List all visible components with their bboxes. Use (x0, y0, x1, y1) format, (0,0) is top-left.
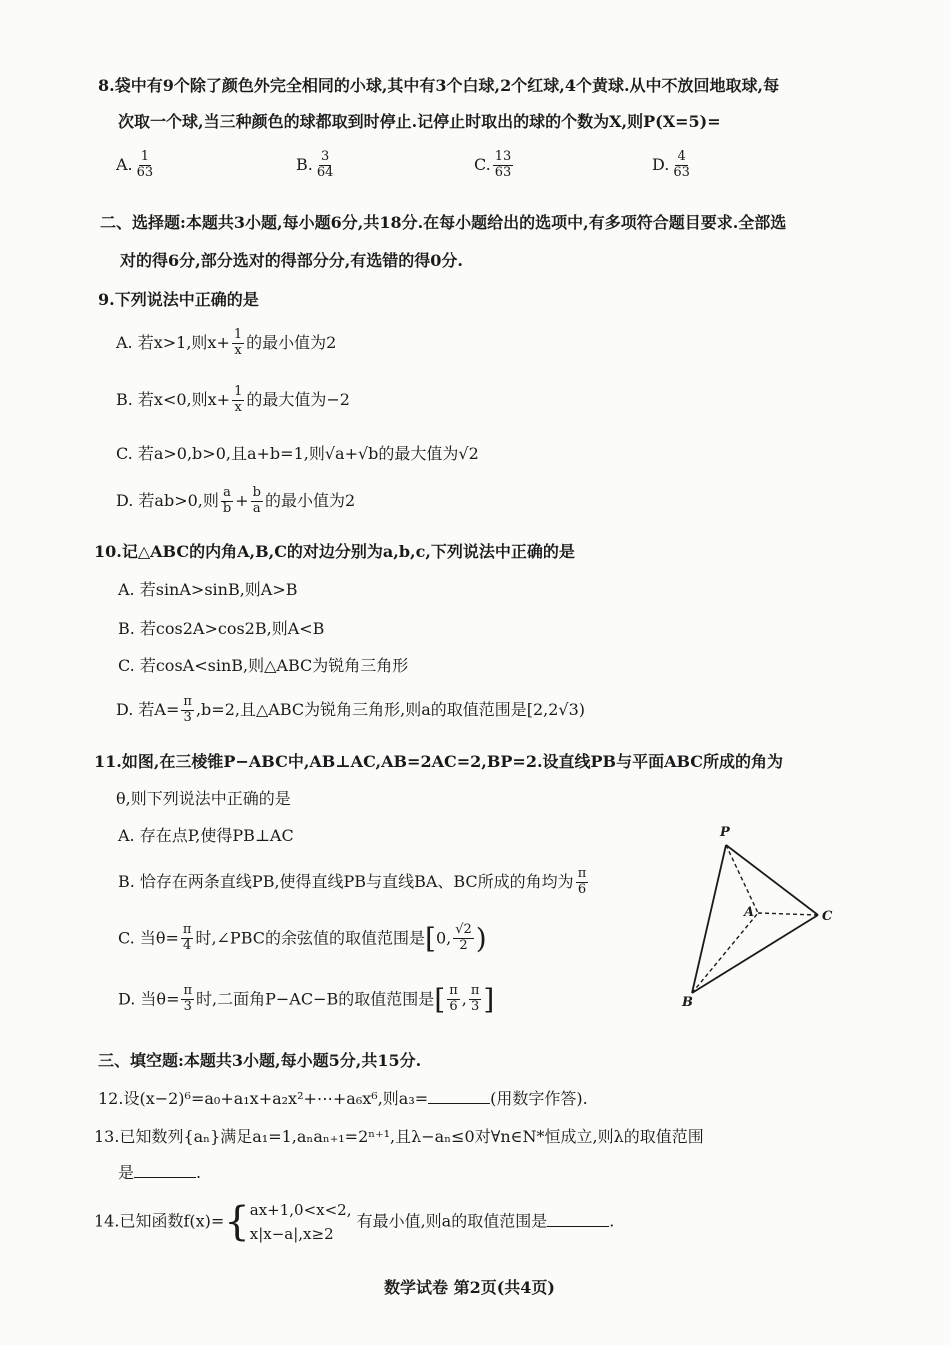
label-a: A (744, 905, 755, 920)
section2-heading-line2: 对的得6分,部分选对的得部分分,有选错的得0分. (120, 251, 463, 270)
q13-line1: 13.已知数列{aₙ}满足a₁=1,aₙaₙ₊₁=2ⁿ⁺¹,且λ−aₙ≤0对∀n∈N*恒成立,则λ的取值范围 (94, 1127, 704, 1146)
q8-option-d: D. $\frac{4}{63}$ (652, 149, 690, 180)
q8-option-c: C. $\frac{13}{63}$ (474, 149, 512, 180)
edge-bc (692, 915, 818, 993)
q8-option-a: A. $\frac{1}{63}$ (116, 149, 154, 180)
q9-stem: 9.下列说法中正确的是 (98, 290, 259, 309)
q10-stem: 10.记△ABC的内角A,B,C的对边分别为a,b,c,下列说法中正确的是 (94, 542, 575, 561)
q8-option-b: B. $\frac{3}{64}$ (296, 149, 334, 180)
edge-ac (758, 913, 818, 915)
q12-answer-blank (428, 1089, 490, 1104)
q10-option-a: A. 若sinA>sinB,则A>B (118, 580, 298, 599)
q9-option-a: A. 若x>1,则x+ $\frac{1}{x}$ 的最小值为2 (116, 327, 337, 358)
q9-option-d: D. 若ab>0,则 $\frac{a}{b}$ + $\frac{b}{a}$ 的最小值为2 (116, 485, 356, 516)
q11-option-a: A. 存在点P,使得PB⊥AC (118, 826, 294, 845)
edge-pa (726, 845, 758, 913)
section2-heading: 二、选择题:本题共3小题,每小题6分,共18分.在每小题给出的选项中,有多项符合题目要求.全部选 (100, 213, 787, 232)
q12: 12.设(x−2)⁶=a₀+a₁x+a₂x²+⋯+a₆x⁶,则a₃= (用数字作答). (98, 1089, 588, 1108)
q10-option-b: B. 若cos2A>cos2B,则A<B (118, 619, 325, 638)
q11-line1: 11.如图,在三棱锥P−ABC中,AB⊥AC,AB=2AC=2,BP=2.设直线PB与平面ABC所成的角为 (94, 752, 784, 771)
q10-option-d: D. 若A= $\frac{\pi}{3}$ ,b=2,且△ABC为锐角三角形,则a的取值范围是[2,2√3) (116, 694, 586, 725)
q9-option-b: B. 若x<0,则x+ $\frac{1}{x}$ 的最大值为−2 (116, 384, 350, 415)
q9-option-c: C. 若a>0,b>0,且a+b=1,则√a+√b的最大值为√2 (116, 444, 479, 463)
q10-option-c: C. 若cosA<sinB,则△ABC为锐角三角形 (118, 656, 409, 675)
label-c: C (822, 909, 833, 924)
tetrahedron-diagram (680, 825, 840, 1015)
edge-pb (692, 845, 726, 993)
tetrahedron-figure (680, 825, 840, 1015)
q11-line2: θ,则下列说法中正确的是 (116, 789, 291, 808)
q11-option-c: C. 当θ= $\frac{\pi}{4}$ 时,∠PBC的余弦值的取值范围是[0, $\frac{√2}{2}$ ) (118, 922, 487, 955)
label-b: B (682, 995, 693, 1010)
q8-line2: 次取一个球,当三种颜色的球都取到时停止.记停止时取出的球的个数为X,则P(X=5)= (118, 112, 721, 131)
section3-heading: 三、填空题:本题共3小题,每小题5分,共15分. (98, 1051, 422, 1070)
q11-option-b: B. 恰存在两条直线PB,使得直线PB与直线BA、BC所成的角均为 $\frac{\pi}{6}$ (118, 866, 587, 897)
q11-option-d: D. 当θ= $\frac{\pi}{3}$ 时,二面角P−AC−B的取值范围是[ $\frac{\pi}{6}$ , $\frac{\pi}{3}$ ] (118, 983, 495, 1016)
q14-answer-blank (547, 1212, 609, 1227)
q14: 14.已知函数f(x)={ ax+1,0<x<2, x|x−a|,x≥2 有最小值,则a的取值范围是 . (94, 1199, 615, 1245)
label-p: P (720, 825, 730, 840)
q8-line1: 8.袋中有9个除了颜色外完全相同的小球,其中有3个白球,2个红球,4个黄球.从中不放回地取球,每 (98, 76, 780, 95)
edge-pc (726, 845, 818, 915)
q13-line2: 是 . (118, 1163, 202, 1182)
q13-answer-blank (134, 1163, 196, 1178)
page-footer: 数学试卷 第2页(共4页) (384, 1278, 555, 1297)
